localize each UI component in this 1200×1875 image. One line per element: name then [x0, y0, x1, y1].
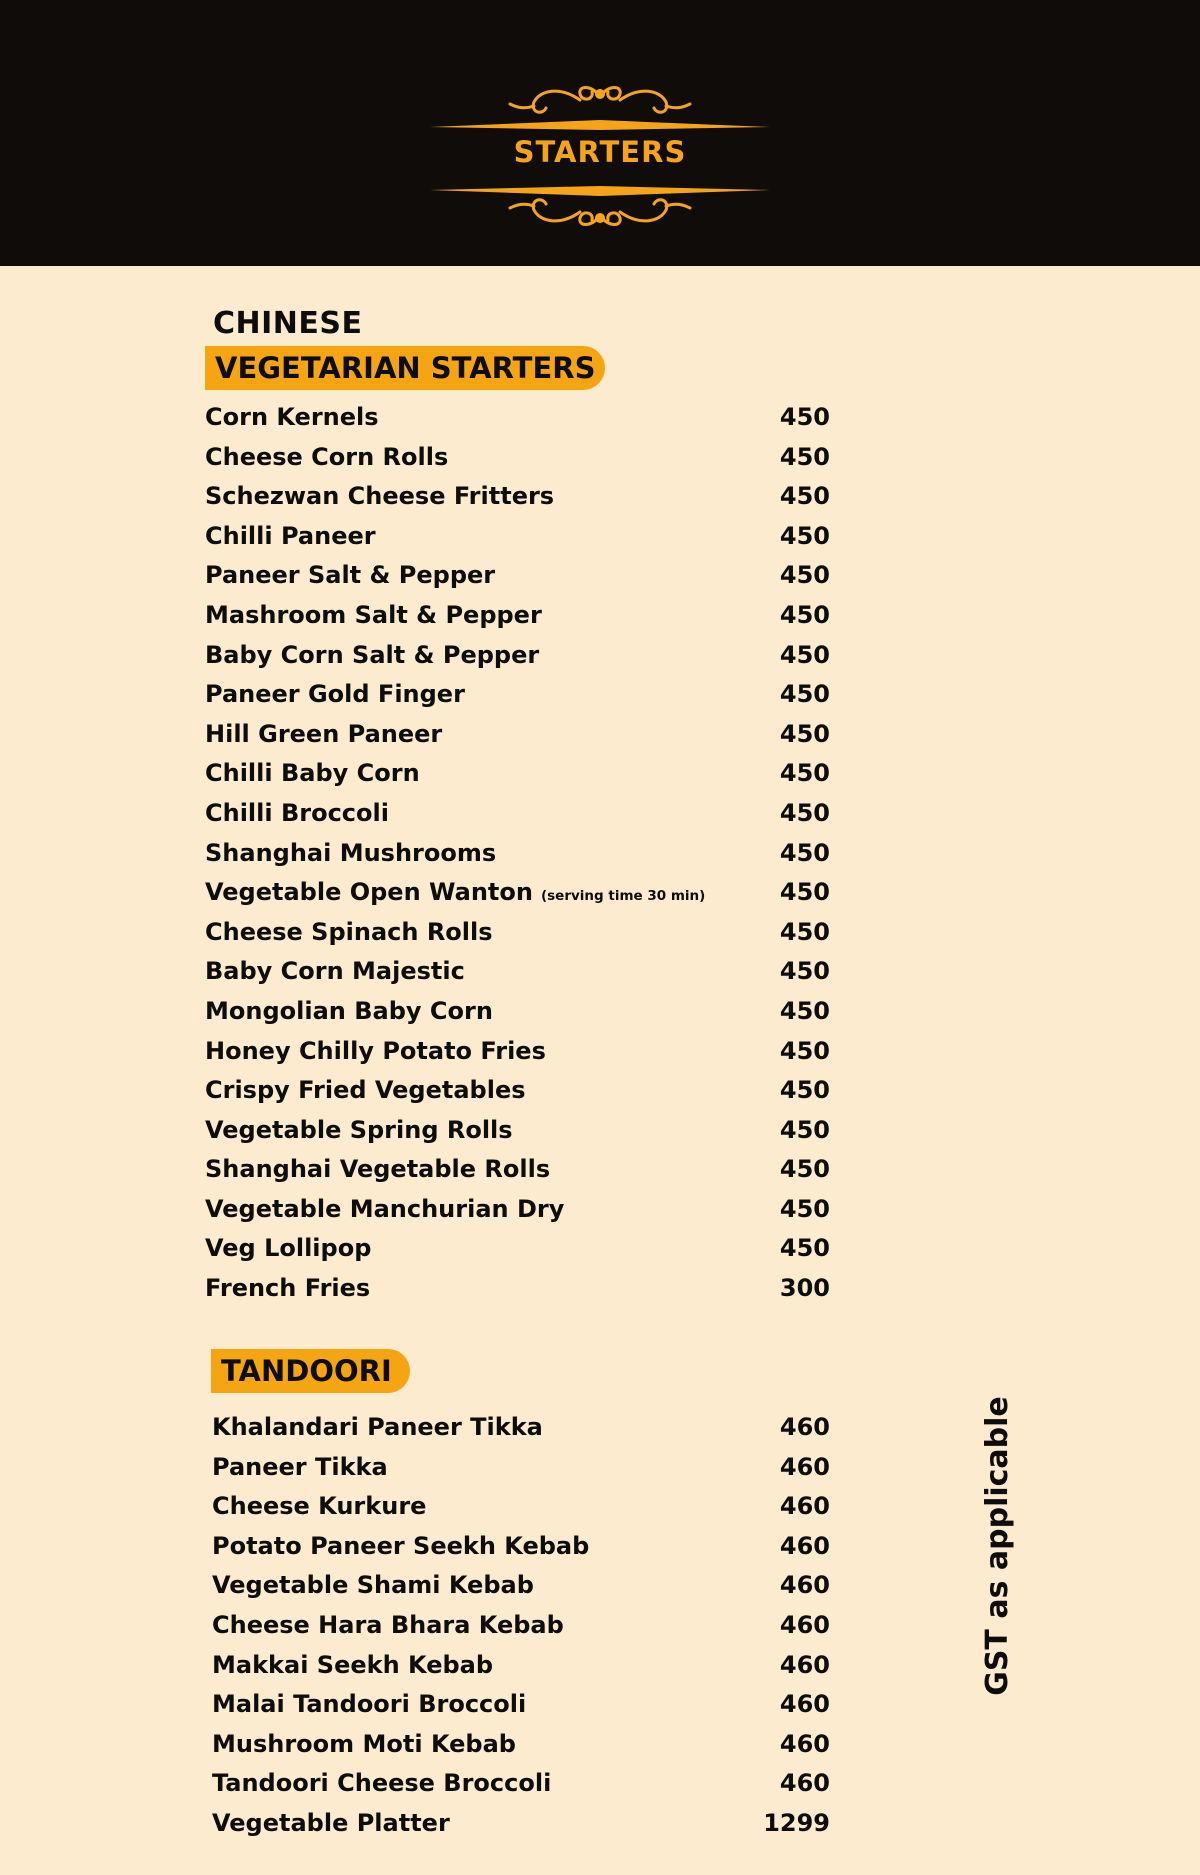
menu-item-price: 450: [779, 403, 830, 431]
menu-item-price: 450: [779, 719, 830, 748]
gst-note: GST as applicable: [980, 1396, 1015, 1696]
menu-item-name-text: Vegetable Shami Kebab: [212, 1571, 534, 1600]
menu-item: [205, 1230, 830, 1270]
menu-item: [212, 1409, 830, 1449]
menu-item: [205, 676, 830, 716]
menu-item-name: [205, 1155, 550, 1183]
ornamental-emblem: [430, 82, 770, 232]
menu-item-name: [212, 1492, 426, 1520]
menu-item: [212, 1726, 830, 1766]
menu-item-name: [205, 561, 495, 589]
menu-item-price: 450: [779, 1234, 830, 1263]
menu-item-name-text: Vegetable Platter: [212, 1808, 450, 1837]
header-banner: [0, 0, 1200, 266]
menu-item: [212, 1449, 830, 1489]
vegetarian-starters-heading: VEGETARIAN STARTERS: [205, 346, 605, 390]
menu-item: [205, 1270, 830, 1310]
menu-item-name-text: Potato Paneer Seekh Kebab: [212, 1531, 590, 1560]
menu-item-name-text: Cheese Kurkure: [212, 1492, 427, 1521]
menu-item-name-text: Paneer Tikka: [212, 1452, 388, 1481]
menu-item-name-text: Baby Corn Majestic: [205, 957, 465, 986]
menu-item-name-text: Mushroom Moti Kebab: [212, 1729, 516, 1758]
menu-item-price: 450: [779, 1155, 830, 1184]
menu-item: [205, 597, 830, 637]
menu-item-name: [205, 878, 705, 906]
menu-item-price: 450: [779, 996, 830, 1025]
menu-item-price: 460: [779, 1452, 830, 1481]
menu-item-name: [205, 1274, 370, 1302]
menu-item-price: 450: [779, 759, 830, 788]
menu-item-name-text: Veg Lollipop: [205, 1234, 372, 1263]
menu-item-name-text: Vegetable Manchurian Dry: [205, 1194, 565, 1223]
menu-item-name-text: Cheese Corn Rolls: [205, 442, 449, 471]
menu-item: [205, 953, 830, 993]
menu-item-note: (serving time 30 min): [540, 888, 706, 905]
menu-item-name-text: Shanghai Vegetable Rolls: [205, 1155, 551, 1184]
menu-item-price: 450: [779, 640, 830, 669]
menu-item-name: [205, 839, 496, 867]
menu-item-name: [212, 1453, 388, 1481]
menu-item-price: 450: [779, 561, 830, 590]
menu-item-name: [205, 1037, 546, 1065]
menu-item: [212, 1765, 830, 1805]
menu-item-price: 460: [779, 1729, 830, 1758]
menu-item-price: 450: [779, 878, 830, 907]
menu-item-price: 460: [779, 1769, 830, 1798]
menu-item-name: [205, 1234, 371, 1262]
menu-item-price: 450: [779, 1076, 830, 1105]
tandoori-heading: TANDOORI: [211, 1349, 410, 1393]
menu-item-name: [205, 957, 465, 985]
menu-item-name-text: Mongolian Baby Corn: [205, 996, 493, 1025]
menu-item-name: [212, 1809, 450, 1837]
menu-item-name: [205, 720, 442, 748]
menu-item: [212, 1686, 830, 1726]
menu-item-name: [205, 1195, 564, 1223]
menu-item-name-text: Mashroom Salt & Pepper: [205, 600, 542, 629]
menu-item: [212, 1805, 830, 1845]
menu-item: [205, 914, 830, 954]
menu-item-price: 450: [779, 600, 830, 629]
menu-item-name-text: Paneer Salt & Pepper: [205, 561, 496, 590]
menu-item-price: 450: [779, 1194, 830, 1223]
menu-item-price: 1299: [763, 1808, 830, 1837]
menu-item-price: 450: [779, 838, 830, 867]
menu-item-name: [212, 1690, 526, 1718]
menu-item: [205, 755, 830, 795]
menu-item-name: [205, 601, 542, 629]
menu-item: [205, 874, 830, 914]
menu-item-name: [205, 403, 379, 431]
menu-item-name: [212, 1769, 551, 1797]
page-title: STARTERS: [513, 135, 687, 169]
menu-item-name: [205, 1076, 526, 1104]
menu-item-name-text: French Fries: [205, 1274, 371, 1303]
menu-item-price: 450: [779, 917, 830, 946]
menu-item: [212, 1567, 830, 1607]
menu-item-price: 450: [779, 1036, 830, 1065]
menu-item-price: 460: [779, 1650, 830, 1679]
menu-item-name: [205, 641, 539, 669]
menu-item: [205, 1151, 830, 1191]
menu-item-price: 460: [779, 1531, 830, 1560]
menu-item-name-text: Hill Green Paneer: [205, 719, 443, 748]
menu-item-name: [205, 482, 554, 510]
menu-item: [205, 993, 830, 1033]
menu-item: [205, 1191, 830, 1231]
menu-item-price: 450: [779, 442, 830, 471]
menu-item: [205, 399, 830, 439]
menu-item-name: [205, 522, 376, 550]
menu-item: [205, 795, 830, 835]
menu-item-name: [212, 1532, 589, 1560]
menu-item-name-text: Vegetable Spring Rolls: [205, 1115, 513, 1144]
menu-item-name-text: Tandoori Cheese Broccoli: [212, 1769, 552, 1798]
menu-item-name-text: Honey Chilly Potato Fries: [205, 1036, 546, 1065]
menu-item-name-text: Chilli Baby Corn: [205, 759, 420, 788]
menu-item-name-text: Malai Tandoori Broccoli: [212, 1690, 527, 1719]
menu-item-name-text: Vegetable Open Wanton: [205, 878, 533, 907]
menu-item-name: [212, 1611, 564, 1639]
menu-item-price: 460: [779, 1492, 830, 1521]
cuisine-heading: CHINESE: [213, 306, 363, 341]
menu-item-name: [212, 1571, 534, 1599]
menu-item: [205, 557, 830, 597]
menu-item-name-text: Cheese Hara Bhara Kebab: [212, 1610, 564, 1639]
menu-item-name-text: Crispy Fried Vegetables: [205, 1076, 526, 1105]
menu-item: [205, 1072, 830, 1112]
menu-item: [205, 637, 830, 677]
menu-item-price: 450: [779, 482, 830, 511]
menu-item-name: [212, 1730, 516, 1758]
menu-item: [212, 1488, 830, 1528]
menu-item-price: 460: [779, 1571, 830, 1600]
menu-item: [205, 1033, 830, 1073]
menu-item: [212, 1607, 830, 1647]
menu-item-name-text: Schezwan Cheese Fritters: [205, 482, 555, 511]
menu-item-name: [205, 799, 389, 827]
tandoori-menu-list: [212, 1409, 830, 1845]
menu-item-name: [205, 1116, 513, 1144]
menu-item: [205, 518, 830, 558]
menu-item-name: [205, 443, 448, 471]
menu-item-name-text: Cheese Spinach Rolls: [205, 917, 493, 946]
menu-item-name: [212, 1651, 493, 1679]
menu-item-price: 460: [779, 1413, 830, 1441]
menu-item-name: [205, 759, 420, 787]
menu-item: [212, 1528, 830, 1568]
menu-item-name: [205, 918, 493, 946]
menu-item: [205, 478, 830, 518]
menu-item-name-text: Shanghai Mushrooms: [205, 838, 497, 867]
menu-item-price: 460: [779, 1690, 830, 1719]
menu-item-price: 300: [779, 1274, 830, 1303]
menu-item-name-text: Makkai Seekh Kebab: [212, 1650, 494, 1679]
menu-item-name: [205, 997, 493, 1025]
menu-item: [205, 716, 830, 756]
menu-item-name-text: Corn Kernels: [205, 403, 379, 431]
menu-item: [205, 1112, 830, 1152]
vegetarian-menu-list: [205, 399, 830, 1310]
menu-item-name-text: Baby Corn Salt & Pepper: [205, 640, 540, 669]
menu-item: [212, 1647, 830, 1687]
menu-item: [205, 835, 830, 875]
menu-item-name: [212, 1413, 543, 1441]
menu-item-name-text: Chilli Paneer: [205, 521, 376, 550]
menu-item-price: 450: [779, 957, 830, 986]
menu-item-price: 450: [779, 680, 830, 709]
menu-item: [205, 439, 830, 479]
menu-item-price: 450: [779, 521, 830, 550]
menu-item-name-text: Khalandari Paneer Tikka: [212, 1413, 543, 1441]
menu-item-name-text: Paneer Gold Finger: [205, 680, 465, 709]
menu-item-price: 460: [779, 1610, 830, 1639]
menu-item-price: 450: [779, 1115, 830, 1144]
menu-item-name-text: Chilli Broccoli: [205, 798, 389, 827]
menu-item-price: 450: [779, 798, 830, 827]
menu-item-name: [205, 680, 465, 708]
